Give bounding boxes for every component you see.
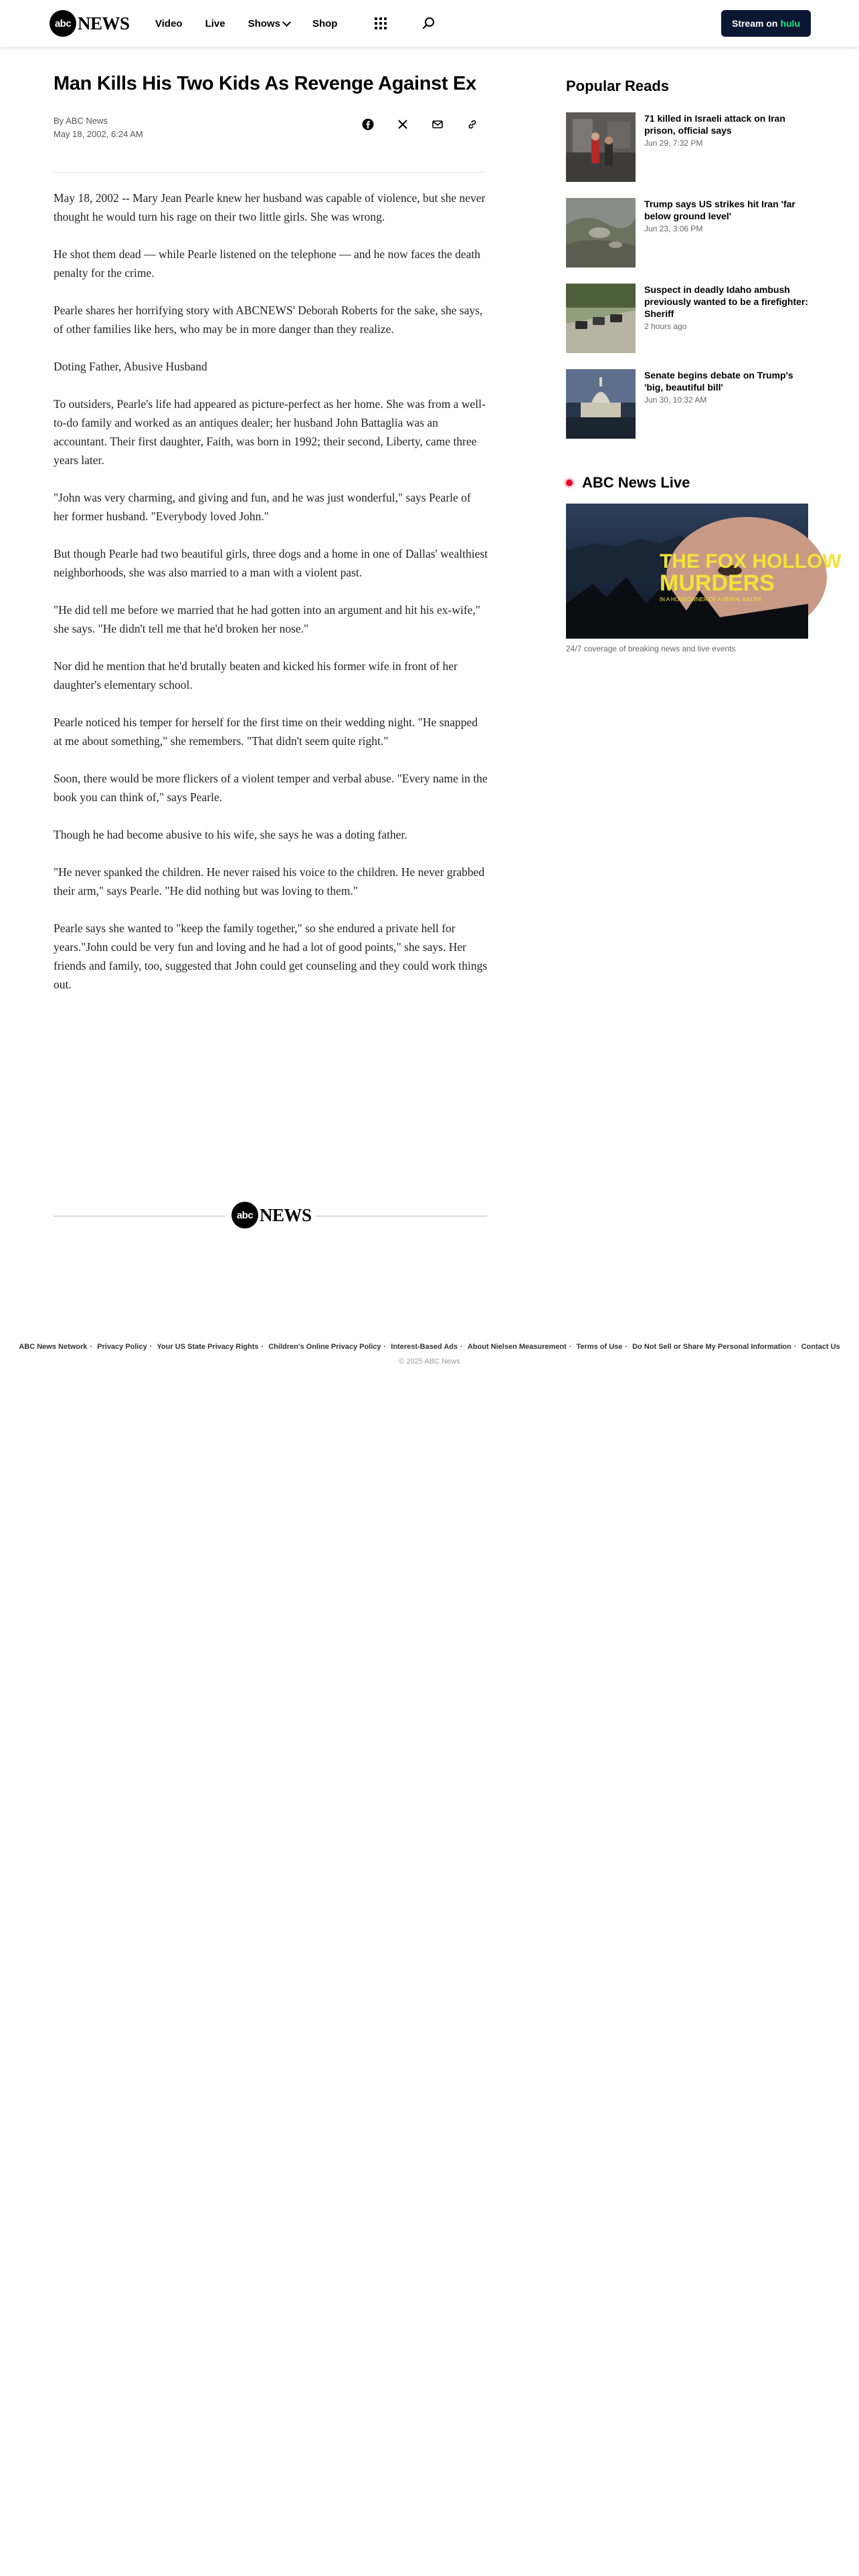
footer-link[interactable]: Contact Us xyxy=(801,1343,840,1351)
popular-thumbnail xyxy=(566,284,636,353)
link-icon xyxy=(467,119,478,130)
nav-shows-label: Shows xyxy=(248,17,280,29)
paragraph: May 18, 2002 -- Mary Jean Pearle knew her husband was capable of violence, but she never thought he would turn his rage on their two little girls. She was wrong. xyxy=(54,191,486,223)
popular-timestamp: Jun 23, 3:06 PM xyxy=(644,224,703,233)
popular-item[interactable] xyxy=(566,369,811,439)
popular-timestamp: 2 hours ago xyxy=(644,322,687,331)
nav-video[interactable]: Video xyxy=(155,17,183,29)
live-video-player[interactable] xyxy=(566,504,842,639)
section-heading: Doting Father, Abusive Husband xyxy=(54,360,207,373)
paragraph: He shot them dead — while Pearle listened on the telephone — and he now faces the death penalty for the crime. xyxy=(54,247,481,280)
article-body xyxy=(54,189,488,1012)
footer-link[interactable]: Children's Online Privacy Policy xyxy=(268,1343,381,1351)
footer-link[interactable]: Your US State Privacy Rights xyxy=(157,1343,259,1351)
video-title-line2: MURDERS xyxy=(660,570,775,596)
nav-live[interactable]: Live xyxy=(205,17,225,29)
paragraph: "John was very charming, and giving and fun, and he was just wonderful," says Pearle of her former husband. "Everybody loved John." xyxy=(54,491,471,523)
footer-link[interactable]: Terms of Use xyxy=(576,1343,623,1351)
facebook-icon xyxy=(362,118,374,130)
email-icon xyxy=(432,120,443,129)
popular-item[interactable] xyxy=(566,198,811,267)
popular-headline: 71 killed in Israeli attack on Iran prison, official says xyxy=(644,113,785,136)
share-facebook-button[interactable] xyxy=(359,115,377,134)
share-email-button[interactable] xyxy=(428,115,447,134)
paragraph: "He did tell me before we married that he had gotten into an argument and hit his ex-wife," she says. "He didn't tell me that he'd broken her nose." xyxy=(54,603,480,635)
x-icon xyxy=(397,119,408,130)
popular-thumbnail xyxy=(566,198,636,267)
chevron-down-icon xyxy=(282,18,291,27)
popular-reads-list xyxy=(566,112,811,455)
paragraph: Nor did he mention that he'd brutally beaten and kicked his former wife in front of her daughter's elementary school. xyxy=(54,659,458,691)
live-title-label: ABC News Live xyxy=(582,474,690,491)
nav-shows[interactable] xyxy=(248,18,290,29)
byline xyxy=(54,114,143,141)
apps-grid-icon[interactable] xyxy=(375,17,387,29)
nav-shop[interactable]: Shop xyxy=(312,17,338,29)
popular-item[interactable] xyxy=(566,284,811,353)
popular-reads-title: Popular Reads xyxy=(566,78,670,94)
news-wordmark: NEWS xyxy=(78,13,130,33)
copy-link-button[interactable] xyxy=(463,115,482,134)
article-divider xyxy=(54,172,486,173)
paragraph: But though Pearle had two beautiful girls, three dogs and a home in one of Dallas' wealthiest neighborhoods, she was also married to a man with a violent past. xyxy=(54,547,488,579)
footer-link[interactable]: ABC News Network xyxy=(19,1343,88,1351)
video-title-line1: THE FOX HOLLOW xyxy=(660,550,842,572)
end-logo xyxy=(231,1202,312,1228)
live-indicator-icon xyxy=(566,479,573,486)
footer-links: ABC News Network · Privacy Policy · Your US State Privacy Rights · Children's Online Privacy Policy · Interest-Based Ads · About Nielsen Measurement · Terms of Use · Do Not Sell or Share My Personal Information · Contact Us xyxy=(19,1343,840,1351)
popular-timestamp: Jun 30, 10:32 AM xyxy=(644,395,707,405)
paragraph: Soon, there would be more flickers of a violent temper and verbal abuse. "Every name in the book you can think of," says Pearle. xyxy=(54,772,488,804)
stream-on-hulu-button[interactable] xyxy=(721,10,811,37)
paragraph: Pearle shares her horrifying story with ABCNEWS' Deborah Roberts for the sake, she says, of other families like hers, who may be in more danger than they realize. xyxy=(54,304,483,336)
popular-headline: Senate begins debate on Trump's 'big, beautiful bill' xyxy=(644,370,793,393)
paragraph: Pearle noticed his temper for herself for the first time on their wedding night. "He snapped at me about something," she remembers. "That didn't seem quite right." xyxy=(54,716,478,748)
article-title: Man Kills His Two Kids As Revenge Against Ex xyxy=(54,73,476,94)
abc-news-live-title xyxy=(566,474,690,492)
footer-link[interactable]: Interest-Based Ads xyxy=(391,1343,458,1351)
video-subtitle: IN A HOMEOWNER OF A SERIAL KILLER xyxy=(660,597,761,603)
stream-label: Stream on xyxy=(731,18,778,29)
abc-logo-circle: abc xyxy=(50,10,76,37)
paragraph: To outsiders, Pearle's life had appeared as picture-perfect as her home. She was from a well-to-do family and worked as an antiques dealer; her husband John Battaglia was an accountant. Their first daughter, Faith, was born in 1992; their second, Liberty, came three years later. xyxy=(54,397,486,467)
abc-news-logo[interactable] xyxy=(50,10,130,37)
popular-headline: Suspect in deadly Idaho ambush previously wanted to be a firefighter: Sheriff xyxy=(644,284,809,319)
popular-thumbnail xyxy=(566,112,636,182)
paragraph: Though he had become abusive to his wife, she says he was a doting father. xyxy=(54,828,407,841)
search-icon[interactable] xyxy=(422,17,436,30)
footer-link[interactable]: Privacy Policy xyxy=(97,1343,147,1351)
popular-item[interactable] xyxy=(566,112,811,182)
popular-timestamp: Jun 29, 7:32 PM xyxy=(644,138,703,148)
video-thumbnail xyxy=(566,504,842,639)
author: By ABC News xyxy=(54,116,108,126)
share-bar xyxy=(359,115,498,134)
popular-thumbnail xyxy=(566,369,636,439)
popular-headline: Trump says US strikes hit Iran 'far below ground level' xyxy=(644,199,795,221)
live-caption: 24/7 coverage of breaking news and live events xyxy=(566,644,736,653)
footer-link[interactable]: About Nielsen Measurement xyxy=(467,1343,567,1351)
copyright: © 2025 ABC News xyxy=(399,1358,460,1366)
abc-logo-circle: abc xyxy=(231,1202,258,1228)
hulu-wordmark: hulu xyxy=(780,18,800,29)
share-x-button[interactable] xyxy=(393,115,412,134)
paragraph: "He never spanked the children. He never raised his voice to the children. He never grabbed their arm," says Pearle. "He did nothing but was loving to them." xyxy=(54,865,485,897)
paragraph: Pearle says she wanted to "keep the family together," so she endured a private hell for years."John could be very fun and loving and he had a lot of good points," she says. Her friends and family, too, suggested that John could get counseling and they could work things out. xyxy=(54,922,488,991)
footer-link[interactable]: Do Not Sell or Share My Personal Information xyxy=(632,1343,791,1351)
main-nav xyxy=(155,0,360,47)
news-wordmark: NEWS xyxy=(260,1204,312,1225)
publish-date: May 18, 2002, 6:24 AM xyxy=(54,129,143,139)
site-header xyxy=(0,0,859,47)
